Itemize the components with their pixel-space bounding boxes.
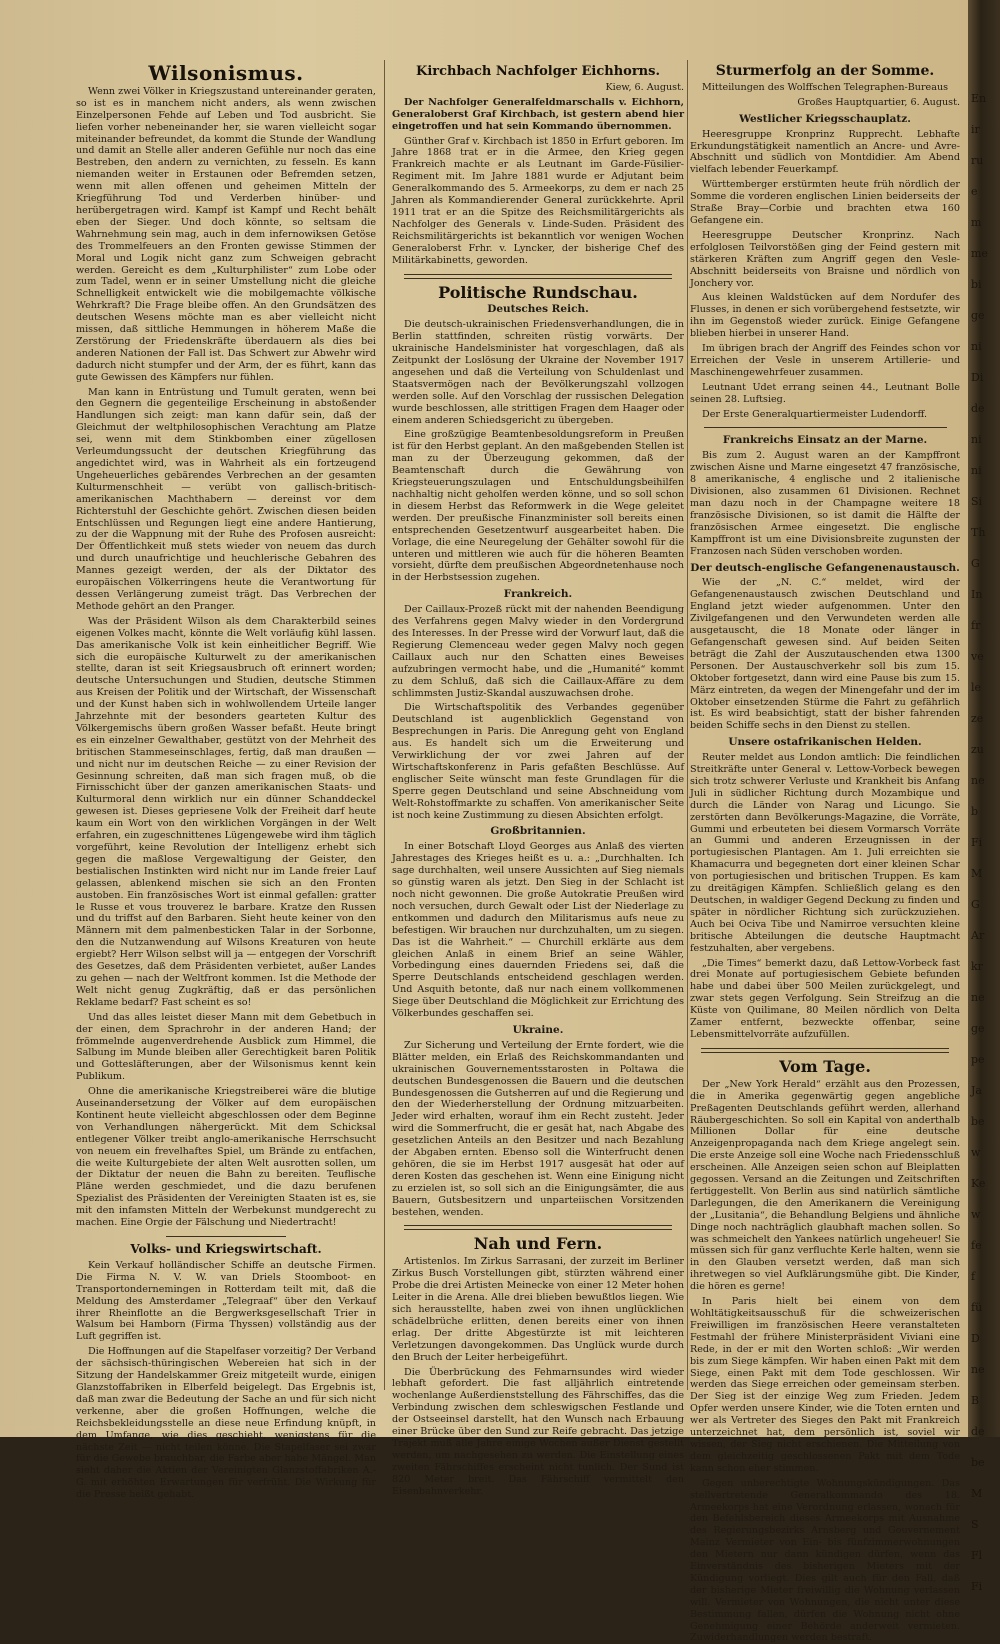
- page-fragment: G: [971, 898, 980, 911]
- paragraph: Württemberger erstürmten heute früh nördlich der Somme die vorderen englischen Linien beiderseits der Straße Bray—Corbie und brachten etwa 160 Gefangene ein.: [690, 179, 960, 226]
- body-west: [690, 129, 960, 421]
- body-reich: [392, 319, 684, 584]
- paragraph: Die Wirtschaftspolitik des Verbandes gegenüber Deutschland ist augenblicklich Gegenstand von Besprechungen in Paris. Die Anregung geht von England aus. Es handelt sich um die Erweiterung und Verwirklichung der vor zwei Jahren auf der Wirtschaftskonferenz in Paris gefaßten Beschlüsse. Auf englischer Seite wünscht man feste Grundlagen für die Sperre gegen Deutschland und seine Abschneidung vom Welt-Rohstoffmarkte zu schaffen. Von amerikanischer Seite ist noch keine Zustimmung zu diesen Absichten erfolgt.: [392, 702, 684, 821]
- body-frankreich: [392, 604, 684, 821]
- page-fragment: Di: [971, 371, 984, 384]
- subhead-ukraine: Ukraine.: [512, 1023, 564, 1036]
- adjacent-page-edge: [968, 0, 1000, 1593]
- page-fragment: fr: [971, 619, 981, 632]
- divider: [404, 274, 673, 279]
- subhead-west: Westlicher Kriegsschauplatz.: [739, 112, 911, 125]
- page-fragment: Th: [971, 526, 986, 539]
- page-fragment: pe: [971, 1053, 985, 1066]
- paragraph: Leutnant Udet errang seinen 44., Leutnant Bolle seinen 28. Luftsieg.: [690, 381, 960, 405]
- divider: [704, 427, 947, 428]
- section-title-volkswirtschaft: Volks- und Kriegswirtschaft.: [130, 1242, 322, 1256]
- page-fragment: Fi: [971, 1580, 983, 1593]
- paragraph: Und das alles leistet dieser Mann mit dem Gebetbuch in der einen, dem Sprachrohr in der anderen Hand; der frömmelnde augenverdrehende Ausblick zum Himmel, die Salbung im Munde bleiben aller Gerechtigkeit baren Politik und Gottesläfterungen, aber der Wilsonismus kennt kein Publikum.: [76, 1011, 376, 1083]
- column-right: [690, 60, 960, 1644]
- page-fragment: ni: [971, 464, 982, 477]
- page-fragment: ge: [971, 309, 985, 322]
- section-body-volkswirtschaft: [76, 1260, 376, 1501]
- paragraph: In einer Botschaft Lloyd Georges aus Anlaß des vierten Jahrestages des Krieges heißt es u. a.: „Durchhalten. Ich sage durchhalten, weil unsere Aussichten auf Sieg niemals so günstig waren als jetzt. Den Sieg in der Schlacht ist noch nicht gewonnen. Die große Autokratie Preußen wird noch versuchen, durch Gewalt oder List der Niederlage zu entkommen und dadurch den Militarismus aufs neue zu befestigen. Wir brauchen nur durchzuhalten, um zu siegen. Das ist die Wahrheit.“ — Churchill erklärte aus dem gleichen Anlaß in einem Brief an seine Wähler, Vorbedingung eines dauernden Friedens sei, daß die Sperre Deutschlands entscheidend geschlagen werden. Und Asquith betonte, daß nur nach einem vollkommenen Siege über Deutschland die Möglichkeit zur Errichtung des Völkerbundes geschaffen sei.: [392, 841, 684, 1020]
- column-rule: [687, 60, 688, 1390]
- page-fragment: In: [971, 588, 983, 601]
- paragraph: Die Überbrückung des Fehmarnsundes wird wieder lebhaft gefordert. Die fast alljährlich eintretende wochenlange Außerdienststellung des Fährschiffes, das die Verbindung zwischen dem schleswigschen Festlande und der Ostseeinsel darstellt, hat den Wunsch nach Erbauung einer Brücke über den Sund zur Reife gebracht. Das jetzige Trajekt muß alle Jahre einige Wochen außer Dienst gestellt werden, um nachgesehen zu werden. Die Einstellung eines zweiten Fährschiffes erscheint nicht tunlich. Der Sund ist 820 Meter breit. Das Fährschiff vermittelt den Eisenbahnverkehr.: [392, 1366, 684, 1497]
- page-fragment: Ja: [971, 1084, 982, 1097]
- page-fragment: kr: [971, 960, 983, 973]
- body-afrika: [690, 752, 960, 1041]
- page-fragment: le: [971, 681, 982, 694]
- page-fragment: zu: [971, 743, 984, 756]
- paragraph: Reuter meldet aus London amtlich: Die feindlichen Streitkräfte unter General v. Lettow-Vorbeck bewegen sich trotz schwerer Verluste und Krankheit bis Anfang Juli in südlicher Richtung durch Mozambique und durch die Länder von Narag und Licungo. Sie zerstörten dann Bevölkerungs-Magazine, die Vorräte, Gummi und erbeuteten bei diesem Vormarsch Vorräte an Gummi und anderen Erzeugnissen in der portugiesischen Plantagen. Am 1. Juli erreichten sie Khamacurra und begegneten dort einer kleinen Schar von portugiesischen und britischen Truppen. Es kam zu dreitägigen Kämpfen. Schließlich gelang es den Deutschen, in waldiger Gegend Deckung zu finden und später in nördlicher Richtung sich zurückzuziehen. Auch bei Ociva Tibe und Namirroe versuchten kleine britische Abteilungen die deutsche Hauptmacht festzuhalten, aber vergebens.: [690, 752, 960, 954]
- paragraph: Artistenlos. Im Zirkus Sarrasani, der zurzeit im Berliner Zirkus Busch Vorstellungen gibt, stürzten während einer Probe die drei Artisten Meinecke von einer 12 Meter hohen Leiter in die Arena. Alle drei blieben bewußtlos liegen. Wie sich herausstellte, haben zwei von ihnen unglücklichen schädelbrüche erlitten, denen bereits einer von ihnen erlag. Der dritte Abgestürzte ist mit leichteren Verletzungen davongekommen. Das Unglück wurde durch den Bruch der Leiter herbeigeführt.: [392, 1256, 684, 1363]
- page-fragment: Fl: [971, 1549, 983, 1562]
- article-title-somme: Sturmerfolg an der Somme.: [715, 63, 935, 79]
- paragraph: Bis zum 2. August waren an der Kampffront zwischen Aisne und Marne eingesetzt 47 französische, 8 amerikanische, 4 englische und 2 italienische Divisionen, also zusammen 61 Divisionen. Rechnet man dazu noch in der Champagne weitere 18 französische Divisionen, so ist damit die Hälfte der französischen Armee eingesetzt. Die englische Kampffront ist um eine Divisionsbreite zugunsten der Franzosen nach Süden verschoben worden.: [690, 450, 960, 557]
- divider: [701, 1048, 949, 1053]
- article-title-kirchbach: Kirchbach Nachfolger Eichhorns.: [416, 64, 660, 79]
- paragraph: Man kann in Entrüstung und Tumult geraten, wenn bei den Gegnern die gegenteilige Erscheinung in abstoßender Handlungen sich zeigt: man kann dafür sein, daß der Gleichmut der weltphilosophischen Verachtung am Platze sei, wenn mit dem Stinkbomben einer zügellosen Verleumdungssucht der deutschen Kriegführung das angedichtet wird, was in Wahrheit als ein fortzeugend Ungeheuerliches gebärendes Verbrechen an der gesamten Kulturmenschheit — verübt von gallisch-britisch-amerikanischen Machthabern — dereinst vor dem Richterstuhl der Geschichte gehört. Zwischen diesen beiden Entschlüssen und Regungen liegt eine andere Hantierung, zu der die Wappnung mit der Ruhe des Profosen ausreicht: Der Öffentlichkeit muß stets wieder von neuem das durch und durch unaufrichtige und heuchlerische Gebahren des Mannes gezeigt werden, der als der Diktator des europäischen Völkerringens heute die Verantwortung für dessen Verlängerung zumeist trägt. Das Verbrechen der Methode gehört an den Pranger.: [76, 386, 376, 612]
- page-fragment: f: [971, 1270, 976, 1283]
- body-gefangene: [690, 577, 960, 732]
- body-grossbritannien: [392, 841, 684, 1020]
- page-fragment: me: [971, 247, 988, 260]
- page-fragment: ze: [971, 712, 984, 725]
- article-lead: Der Nachfolger Generalfeldmarschalls v. Eichhorn, Generaloberst Graf Kirchbach, ist gestern abend hier eingetroffen und hat sein Kommando übernommen.: [392, 96, 684, 132]
- divider: [166, 1236, 286, 1237]
- paragraph: Der Erste Generalquartiermeister Ludendorff.: [702, 408, 927, 420]
- body-nah-fern: [392, 1256, 684, 1497]
- page-fragment: e: [971, 185, 978, 198]
- subhead-afrika: Unsere ostafrikanischen Helden.: [728, 736, 922, 749]
- section-title-vom-tage: Vom Tage.: [779, 1056, 871, 1076]
- page-fragment: de: [971, 402, 985, 415]
- subhead-reich: Deutsches Reich.: [487, 303, 589, 316]
- column-middle: [392, 60, 684, 1497]
- paragraph: Im übrigen brach der Angriff des Feindes schon vor Erreichen der Vesle in unserem Artillerie- und Maschinengewehrfeuer zusammen.: [690, 343, 960, 378]
- page-fragment: ru: [971, 154, 984, 167]
- paragraph: In Paris hielt bei einem von dem Wohltätigkeitsausschuß für die schweizerischen Freiwilligen im französischen Heere veranstalteten Festmahl der frühere Ministerpräsident Viviani eine Rede, in der er mit den Worten schloß: „Wir werden bis zum Siege kämpfen. Wir haben einen Pakt mit dem Siege, einen Pakt mit dem Tode geschlossen. Wir werden das Siege erreichen oder gemeinsam sterben. Der Sieg ist der einzige Weg zum Frieden. Jedem Opfer werden unsere Kinder, wie die Toten ernten und wer als Vertreter des Sieges den Pakt mit Frankreich unterzeichnet hat, dem persönlich ist, soviel wir wissen, der Sieg nicht erschienen. Die Mitteilung von dem gleichzeitig geschlossenen Pakt mit dem Tode kann schon eher stimmen.: [690, 1296, 960, 1474]
- page-fragment: ni: [971, 340, 982, 353]
- page-fragment: bi: [971, 278, 982, 291]
- page-fragment: b: [971, 805, 979, 818]
- page-fragment: w: [971, 1208, 981, 1221]
- page-fragment: de: [971, 1425, 985, 1438]
- page-fragment: Fi: [971, 836, 983, 849]
- page-fragment: ne: [971, 991, 985, 1004]
- paragraph: Heeresgruppe Deutscher Kronprinz. Nach erfolglosen Teilvorstößen ging der Feind gestern mit stärkeren Kräften zum Angriff gegen den Vesle-Abschnitt beiderseits von Braisne und nördlich von Jonchery vor.: [690, 229, 960, 289]
- page-fragment: S: [971, 1518, 979, 1531]
- subhead-marne: Frankreichs Einsatz an der Marne.: [722, 434, 928, 447]
- paragraph: „Die Times“ bemerkt dazu, daß Lettow-Vorbeck fast drei Monate auf portugiesischem Gebiete befunden habe und dabei über 500 Meilen zurückgelegt, und zwar stets gegen Verfolgung. Sein Streifzug an die Küste von Quilimane, 80 Meilen nördlich von Delta Zamer entfernt, bezweckte offenbar, seine Lebensmittelvorräte aufzufüllen.: [690, 957, 960, 1040]
- section-title-nah-fern: Nah und Fern.: [473, 1234, 603, 1254]
- article-body-wilsonismus: [76, 86, 376, 1229]
- paragraph: Heeresgruppe Kronprinz Rupprecht. Lebhafte Erkundungstätigkeit namentlich an Ancre- und Avre-Abschnitt und südlich von Montdidier. Am Abend vielfach lebender Feuerkampf.: [690, 128, 960, 176]
- article-body-kirchbach: [392, 136, 684, 267]
- subhead-grossbritannien: Großbritannien.: [490, 825, 586, 838]
- paragraph: Aus kleinen Waldstücken auf dem Nordufer des Flusses, in denen er sich vorübergehend festsetzte, wir ihn im Gegenstoß wieder zurück. Einige Gefangene blieben hierbei in unserer Hand.: [690, 292, 960, 340]
- paragraph: Günther Graf v. Kirchbach ist 1850 in Erfurt geboren. Im Jahre 1868 trat er in die Armee, den Krieg gegen Frankreich machte er als Leutnant im Garde-Füsilier-Regiment mit. Im Jahre 1881 wurde er Adjutant beim Generalkommando des 5. Armeekorps, zu dem er nach 25 Jahren als Kommandierender General zurückkehrte. April 1911 trat er an die Spitze des Reichsmilitärgerichts als Nachfolger des Generals v. Linde-Suden. Präsident des Reichsmilitärgerichts ist bekanntlich vor wenigen Wochen Generaloberst Frhr. v. Lyncker, der bisherige Chef des Militärkabinetts, geworden.: [392, 135, 684, 266]
- page-fragment: En: [971, 92, 987, 105]
- dateline: Kiew, 6. August.: [605, 81, 684, 93]
- page-fragment: G: [971, 557, 980, 570]
- page-fragment: B: [971, 1394, 980, 1407]
- column-rule: [384, 60, 385, 1390]
- paragraph: Ohne die amerikanische Kriegstreiberei wäre die blutige Auseinandersetzung der Völker auf dem europäischen Kontinent heute vielleicht abgeschlossen oder dem Beginne von Verhandlungen nähergerückt. Mit dem Schicksal entlegener Völker treibt anglo-amerikanische Herrschsucht von neuem ein frevelhaftes Spiel, um Brände zu entfachen, die weite Kulturgebiete der alten Welt ausrotten sollen, um der Diktatur der neuen die Bahn zu bereiten. Teuflische Pläne werden geschmiedet, und die dazu berufenen Spezialist des Präsidenten der Vereinigten Staaten ist es, sie mit den infamsten Mitteln der Werbekunst mundgerecht zu machen. Eine Orgie der Fälschung und Niedertracht!: [76, 1086, 376, 1229]
- page-fragment: ni: [971, 433, 982, 446]
- page-fragment: be: [971, 1456, 985, 1469]
- page-fragment: D: [971, 1332, 980, 1345]
- column-left: [76, 60, 376, 1501]
- page-fragment: ir: [971, 123, 980, 136]
- page-fragment: fü: [971, 1301, 983, 1314]
- article-title-wilsonismus: Wilsonismus.: [148, 61, 304, 85]
- page-fragment: Ar: [971, 929, 985, 942]
- source-line: Mitteilungen des Wolffschen Telegraphen-Bureaus: [701, 81, 949, 93]
- paragraph: Eine großzügige Beamtenbesoldungsreform in Preußen ist für den Herbst geplant. An den maßgebenden Stellen ist man zu der Überzeugung gekommen, daß der Beamtenschaft durch die Gewährung von Kriegsteuerungszulagen und Entschuldungsbeihilfen nachhaltig nicht geholfen werden könne, und so soll schon in diesem Herbst das Reformwerk in die Wege geleitet werden. Der preußische Finanzminister soll bereits einen entsprechenden Gesetzentwurf ausgearbeitet haben. Die Vorlage, die eine Neuregelung der Gehälter sowohl für die unteren und mittleren wie auch für die höheren Beamten vorsieht, dürfte dem preußischen Abgeordnetenhause noch in der Herbstsession zugehen.: [392, 429, 684, 584]
- paragraph: Die Hoffnungen auf die Stapelfaser vorzeitig? Der Verband der sächsisch-thüringischen Webereien hat sich in der Sitzung der Handelskammer Greiz mitgeteilt wurde, einigen Glanzstoffabriken in Elberfeld beigelegt. Das Ergebnis ist, daß man zwar die Bedeutung der Sache an und für sich nicht verkenne, aber die großen Hoffnungen, welche die Reichsbekleidungsstelle an diese neue Erfindung knüpft, in dem Umfange, wie dies geschieht, wenigstens für die nächste Zeit — nicht teilen könne. Die Stapelfaser sei zwar für die Gewebe brauchbar, die Farbe aber habe Mängel. Man sieht daher die Aktien der Vereinigten Glanzstoffabriken A.-G. mit erhöhten Erwartungen für verfrüht. Die Wirkung für die Presse heißt gehabt.: [76, 1346, 376, 1501]
- page-fragment: w: [971, 1146, 981, 1159]
- paragraph: Gegen unberechtigte Wohnungskündigungen. Das stellvertretende Generalkommando des 18. Armeekorps hat eine Verordnung erlassen, wonach für den Befehlsbereich dieses Armeekorps mit Ausnahme des Regierungsbezirks Arnsberg und Gouvernement Mainz Vermieter von Ein- bis fünfzimmerwohnungen den Mietern nur dann kündigen dürfen, wenn das Einverständnis des bisherigen Mieters mit der Kündigung vorliegt. Dies gilt auch für den Fall, daß der bisherige Mieter freiwillig die Wohnung verlassen will. Vermieter von Wohnungen, die nicht unter diese Bestimmung fallen, dürfen die Wohnung nicht ohne Genehmigung einer Behörde anderweit vermieten. Zuwiderhandlungen werden bestraft.: [690, 1477, 960, 1644]
- paragraph: Wie der „N. C.“ meldet, wird der Gefangenenaustausch zwischen Deutschland und England jetzt wieder aufgenommen. Unter den Zivilgefangenen und den Verwundeten werden alle ausgetauscht, die 18 Monate oder länger in Gefangenschaft gewesen sind. Auf beiden Seiten beträgt die Zahl der Auszutauschenden etwa 1300 Personen. Der Austauschverkehr soll bis zum 15. Oktober fortgesetzt, dann wird eine Pause bis zum 15. März eintreten, da wegen der Minengefahr und der im Oktober einsetzenden Stürme die Fahrt zu gefährlich ist. Es wird beabsichtigt, statt der bisher fahrenden beiden Schiffe sechs in den Dienst zu stellen.: [690, 577, 960, 732]
- page-fragment: be: [971, 1115, 985, 1128]
- page-fragment: fe: [971, 1239, 982, 1252]
- paragraph: Zur Sicherung und Verteilung der Ernte fordert, wie die Blätter melden, ein Erlaß des Reichskommandanten und ukrainischen Gouvernementsstarosten in Poltawa die deutschen Bundesgenossen die Bauern und die deutschen Bundesgenossen die Gutsherren auf und die Regierung und den der Wiederherstellung der Ordnung mitzuarbeiten. Jeder wird erhalten, worauf ihm ein Recht zusteht. Jeder wird die Sommerfrucht, die er gesät hat, nach Abgabe des gesetzlichen Anteils an den Besitzer und nach Bezahlung der Abgaben ernten. Ebenso soll die Winterfrucht denen gehören, die sie im Herbst 1917 ausgesät hat oder auf deren Kosten das geschehen ist. Wenn eine Einigung nicht zu erzielen ist, so soll sich an die Einigungsämter, die aus Bauern, Gutsbesitzern und unparteiischen Vorsitzenden bestehen, wenden.: [392, 1039, 684, 1218]
- page-fragment: ne: [971, 1363, 985, 1376]
- paragraph: Der „New York Herald“ erzählt aus den Prozessen, die in Amerika gegenwärtig gegen angebliche Preßagenten Deutschlands geführt werden, allerhand Räubergeschichten. So soll ein Kapital von anderthalb Millionen Dollar für eine deutsche Anzeigenpropaganda nach dem Kriege angelegt sein. Die erste Anzeige soll eine Woche nach Friedensschluß erscheinen. Alle Anzeigen seien schon auf Bleiplatten gegossen. Versand an die Zeitungen und Zeitschriften fertiggestellt. Von Berlin aus sind natürlich sämtliche Darlegungen, die den Amerikanern die Vereinigung der „Lusitania“, die Behandlung Belgiens und ähnliche Dinge noch nachträglich glaubhaft machen sollen. So was schmeichelt den Yankees natürlich ungeheuer! Sie müssen sich für ganz verfluchte Kerle halten, wenn sie in den Glauben versetzt werden, daß man sich ihretwegen so viel Aufklärungsmühe gibt. Die Kinder, die hören es gerne!: [690, 1078, 960, 1293]
- page-fragment: ne: [971, 774, 985, 787]
- paragraph: Was der Präsident Wilson als dem Charakterbild seines eigenen Volkes macht, könnte die Welt vorläufig kühl lassen. Das amerikanische Volk ist kein einheitlicher Begriff. Wie sich die europäische Kulturwelt zu der amerikanischen stellte, daran ist seit Kriegsausbruch oft erinnert worden; deutsche Untersuchungen und Studien, deutsche Stimmen aus Kreisen der Politik und der Wirtschaft, der Wissenschaft und der Kunst haben sich in wohlwollendem Urteile langer Jahrzehnte mit der besonders gearteten Kultur des Völkergemischs übern großen Wasser befaßt. Heute bringt es ein einzelner Gewalthaber, gestützt von der Mehrheit des britischen Stammeseinschlages, fertig, daß man draußen — und nicht nur im deutschen Reiche — zu einer Revision der Gesinnung schreiten, daß man sich fragen muß, ob die Firnisschicht über der ganzen amerikanischen Staats- und Kulturmoral denn wirklich nur ein dünner Schanddeckel gewesen ist. Dieses gepriesene Volk der Freiheit darf heute kaum ein Wort von den wirklichen Vorgängen in der Welt erfahren, ein zugeschnittenes Lügengewebe wird ihm täglich vorgeführt, keine Revolution der Intelligenz erhebt sich gegen die maßlose Vergewaltigung der Geister, den bestialischen Instinkten wird nicht nur im Lande freier Lauf gelassen, ablenkend mischen sie sich an den Fronten austoben. Ein französisches Wort ist einmal gefallen: gratter le Russe et vous trouverez le barbare. Kratze den Russen und du triffst auf den Barbaren. Sieht heute keiner von den Männern mit dem palmenbesticken Talar in der Sorbonne, den die Nutzanwendung auf Wilsons Kreaturen von heute ergiebt? Herr Wilson selbst will ja — entgegen der Vorschrift des Gesetzes, daß dem Präsidenten verbietet, außer Landes zu gehen — nach der Weltfront kommen. Ist die Methode der Welt nicht genug Zugkräftig, daß er das persönlichen Reklame bedarf? Fast scheint es so!: [76, 615, 376, 1008]
- page-fragment: M: [971, 1487, 983, 1500]
- paragraph: Wenn zwei Völker in Kriegszustand untereinander geraten, so ist es in manchem nicht anders, als wenn zwischen Einzelpersonen Fehde auf Leben und Tod ausbricht. Sie liefen vorher nebeneinander her, sie waren vielleicht sogar miteinander befreundet, da kommt die Stunde der Wandlung und damit an Stelle aller anderen Gefühle nur noch das eine Bestreben, den andern zu vernichten, zu fesseln. Es kann niemanden weiter in Erstaunen oder Befremden setzen, wenn mit allen offenen und geheimen Mitteln der Kriegführung Tod und Verderben hinüber- und herübergetragen wird. Kampf ist Kampf und Recht behält eben der Sieger. Und doch könnte, so seltsam die Wahrnehmung sein mag, auch in dem infernowiksen Getöse des Trommelfeuers an den Fronten gewisse Stimmen der Moral und Logik nicht ganz zum Schweigen gebracht werden. Gereicht es dem „Kulturphilister“ zum Lobe oder zum Tadel, wenn er in seiner Umstellung nicht die gleiche Schnelligkeit entwickelt wie die mobilgemachte völkische Wehrkraft? Die Frage bleibe offen. An den Grundsätzen des deutschen Wesens möchte man es aber vielleicht nicht missen, daß sittliche Hemmungen in höherem Maße die Zerstörung der Friedenskräfte überdauern als dies bei anderen Nationen der Fall ist. Das Schwert zur Abwehr wird dadurch nicht stumpfer und der Arm, der es führt, kann das gute Gewissen des Kämpfers nur fühlen.: [76, 85, 376, 383]
- page-fragment: M: [971, 867, 983, 880]
- section-title-rundschau: Politische Rundschau.: [438, 282, 638, 302]
- page-fragment: Ke: [971, 1177, 986, 1190]
- body-ukraine: [392, 1040, 684, 1219]
- hq-line: Großes Hauptquartier, 6. August.: [797, 96, 960, 108]
- subhead-gefangene: Der deutsch-englische Gefangenenaustausch.: [690, 561, 960, 574]
- body-vom-tage: [690, 1079, 960, 1644]
- divider: [404, 1225, 673, 1230]
- page-fragment: m: [971, 216, 982, 229]
- body-marne: [690, 450, 960, 557]
- adjacent-page-fragments: [968, 90, 1000, 1595]
- paragraph: Der Caillaux-Prozeß rückt mit der nahenden Beendigung des Verfahrens gegen Malvy wieder in den Vordergrund des Interesses. In der Presse wird der Vorwurf laut, daß die Regierung Clemenceau weder gegen Malvy noch gegen Caillaux auch nur den Schatten eines Beweises aufzubringen vermocht habe, und die „Humanité“ kommt zu dem Schluß, daß sich die Caillaux-Affäre zu dem schlimmsten Justiz-Skandal auszuwachsen drohe.: [392, 604, 684, 699]
- paragraph: Die deutsch-ukrainischen Friedensverhandlungen, die in Berlin stattfinden, schreiten rüstig vorwärts. Der ukrainische Handelsminister hat vorgeschlagen, daß als Zeitpunkt der Loslösung der Ukraine der November 1917 angesehen und daß die Verteilung von Schuldenlast und Staatsvermögen nach der Bevölkerungszahl vollzogen werden solle. Auf den Vorschlag der russischen Delegation wurde beschlossen, alle strittigen Fragen dem Haager oder einem anderen Schiedsgericht zu übergeben.: [392, 319, 684, 426]
- page-fragment: Si: [971, 495, 983, 508]
- page-fragment: ge: [971, 1022, 985, 1035]
- subhead-frankreich: Frankreich.: [503, 588, 573, 601]
- paragraph: Kein Verkauf holländischer Schiffe an deutsche Firmen. Die Firma N. V. W. van Driels Stoomboot- en Transportondernemingen in Rotterdam teilt mit, daß die Meldung des Amsterdamer „Telegraaf“ über den Verkauf ihrer Rheinflotte an die Bergwerksgesellschaft Trier in Walsum bei Hamborn (Firma Thyssen) vollständig aus der Luft gegriffen ist.: [76, 1259, 376, 1343]
- page-fragment: ve: [971, 650, 984, 663]
